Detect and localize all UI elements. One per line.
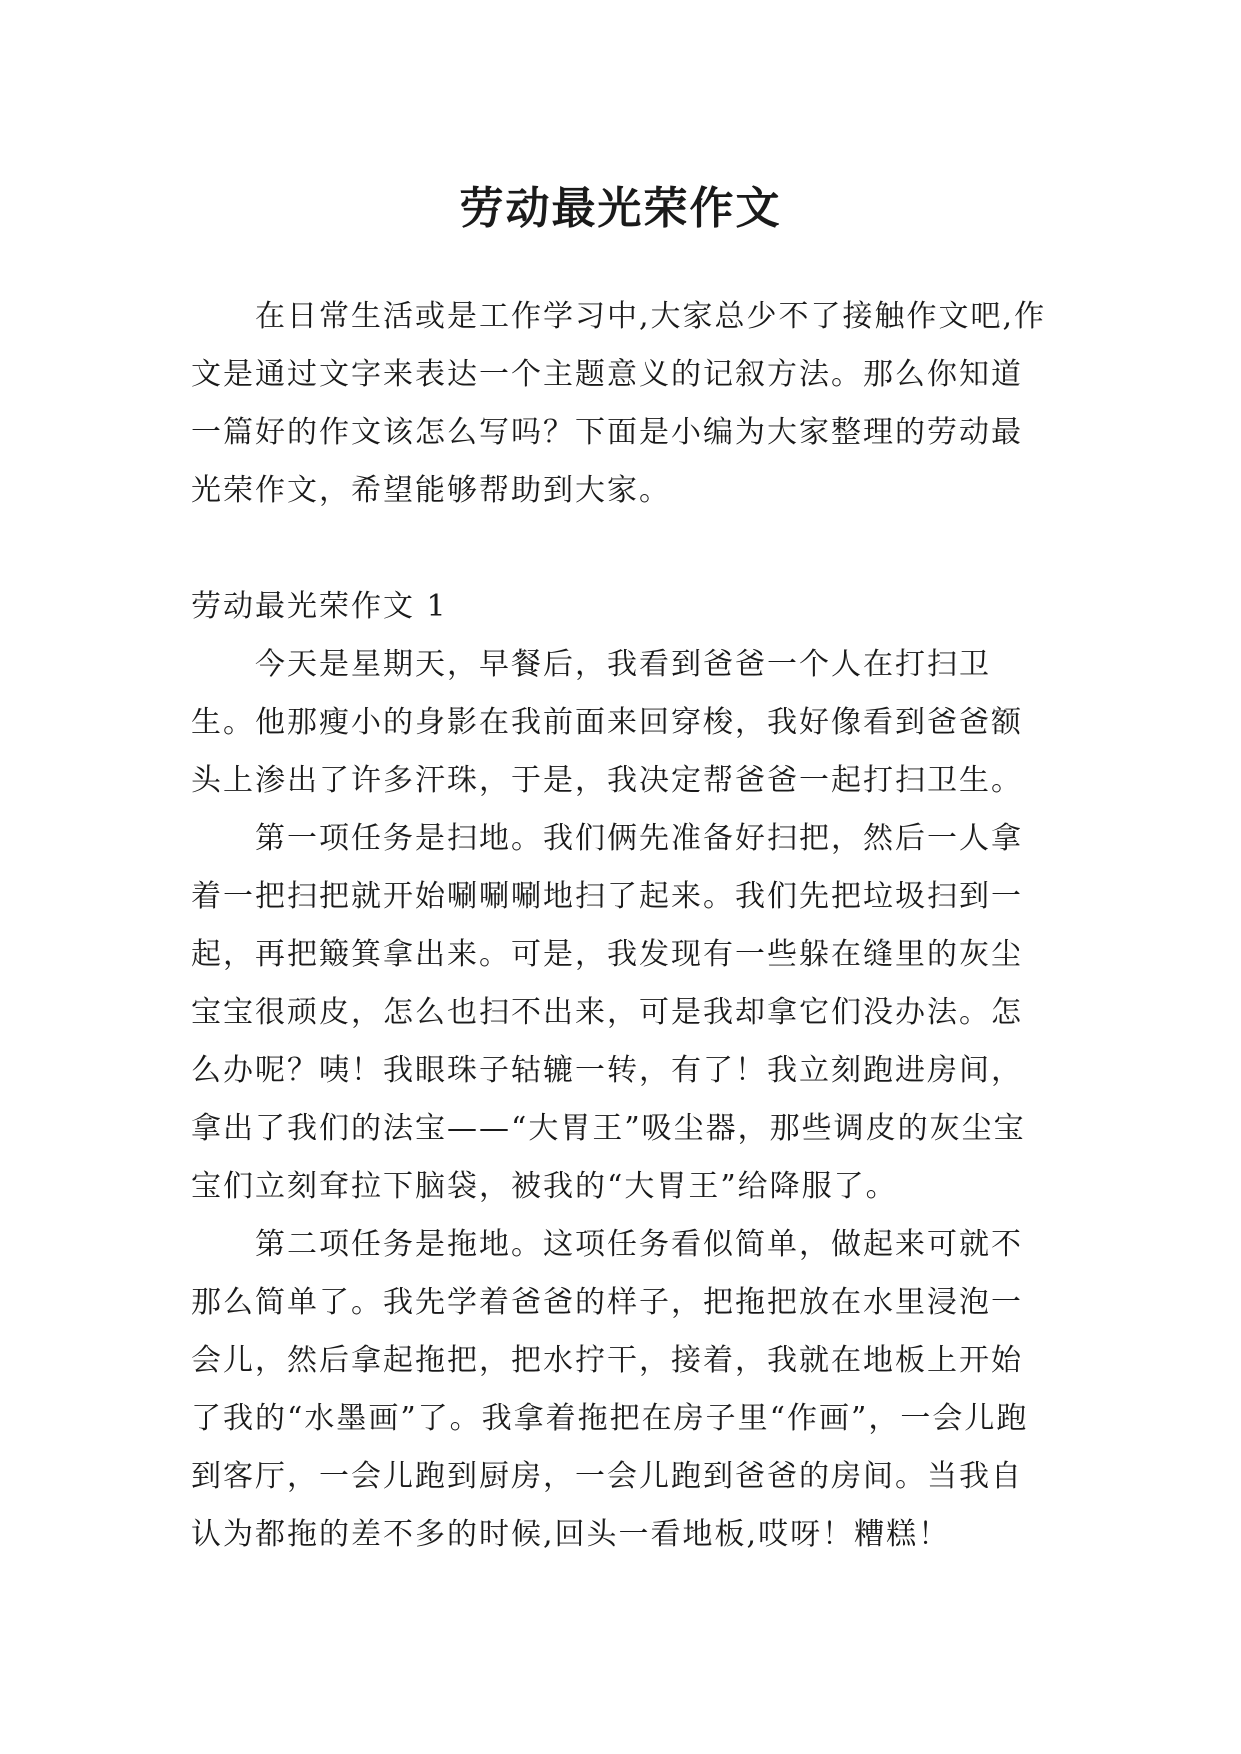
body-paragraph: 第一项任务是扫地。我们俩先准备好扫把，然后一人拿着一把扫把就开始唰唰唰地扫了起来。我们先把垃圾扫到一起，再把簸箕拿出来。可是，我发现有一些躲在缝里的灰尘宝宝很顽皮，怎么也扫不出来，可是我却拿它们没办法。怎么办呢？咦！我眼珠子轱辘一转，有了！我立刻跑进房间，拿出了我们的法宝——“大胃王”吸尘器，那些调皮的灰尘宝宝们立刻耷拉下脑袋，被我的“大胃王”给降服了。: [191, 821, 1026, 1204]
body-paragraph: 今天是星期天，早餐后，我看到爸爸一个人在打扫卫生。他那瘦小的身影在我前面来回穿梭，我好像看到爸爸额头上渗出了许多汗珠，于是，我决定帮爸爸一起打扫卫生。: [191, 647, 1023, 798]
intro-paragraph: 在日常生活或是工作学习中,大家总少不了接触作文吧,作文是通过文字来表达一个主题意义的记叙方法。那么你知道一篇好的作文该怎么写吗？下面是小编为大家整理的劳动最光荣作文，希望能够帮助到大家。: [191, 299, 1047, 508]
section-spacer: [191, 520, 1051, 578]
document-body: [191, 288, 1051, 1564]
document-title: 劳动最光荣作文: [459, 183, 782, 235]
body-paragraph: 第二项任务是拖地。这项任务看似简单，做起来可就不那么简单了。我先学着爸爸的样子，把拖把放在水里浸泡一会儿，然后拿起拖把，把水拧干，接着，我就在地板上开始了我的“水墨画”了。我拿着拖把在房子里“作画”，一会儿跑到客厅，一会儿跑到厨房，一会儿跑到爸爸的房间。当我自认为都拖的差不多的时候,回头一看地板,哎呀！糟糕！: [191, 1227, 1029, 1552]
section-heading: 劳动最光荣作文 1: [191, 589, 448, 624]
